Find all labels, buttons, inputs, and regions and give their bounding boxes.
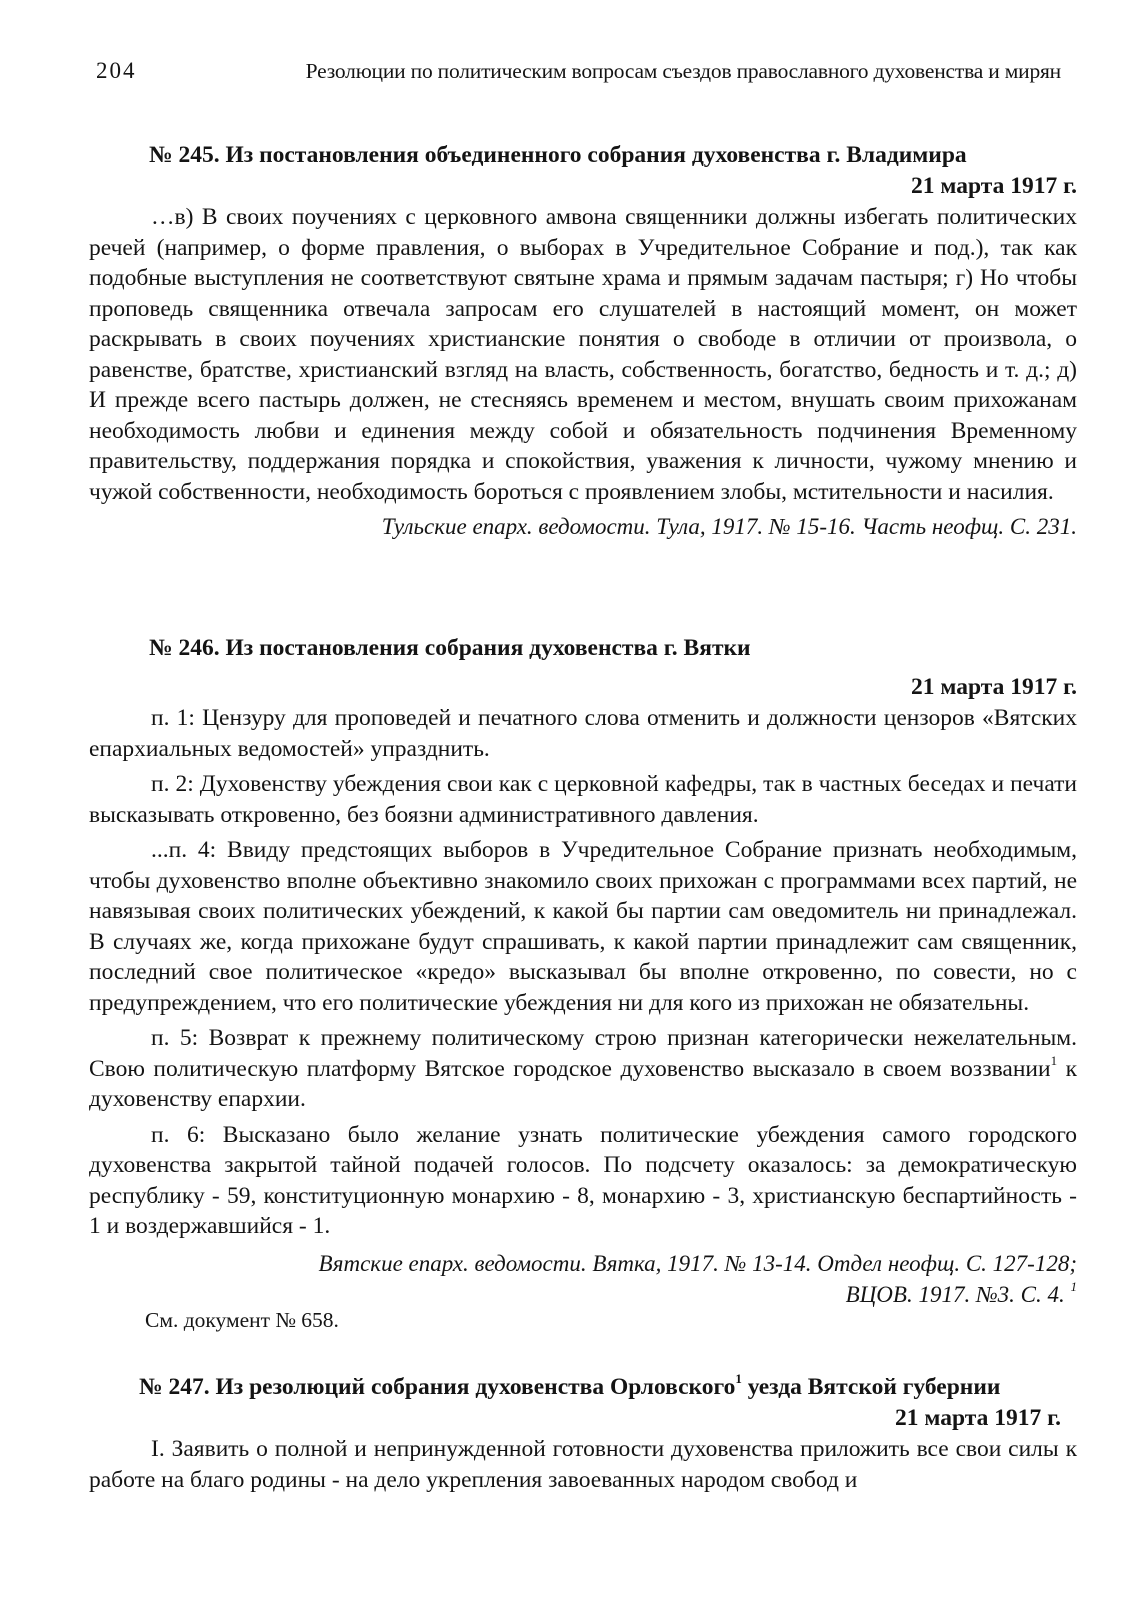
source-text: ВЦОВ. 1917. №3. С. 4.: [845, 1281, 1065, 1307]
paragraph: ...п. 4: Ввиду предстоящих выборов в Учредительное Собрание признать необходимым, чтобы духовенство вполне объективно знакомило своих прихожан с программами всех партий, не навязывая своих политических убеждений, к какой бы партии сам оведомитель ни принадлежал. В случаях же, когда прихожане будут спрашивать, к какой партии принадлежит сам священник, последний свое политическое «кредо» высказывал бы вполне откровенно, по совести, но с предупреждением, что его политические убеждения ни для кого из прихожан не обязательны.: [89, 837, 1077, 1016]
title-text: уезда Вятской губернии: [741, 1374, 1001, 1400]
paragraph: I. Заявить о полной и непринужденной готовности духовенства приложить все свои силы к работе на благо родины - на дело укрепления завоеванных народом свобод и: [89, 1436, 1077, 1493]
document-date: 21 марта 1917 г.: [895, 1405, 1061, 1431]
document-247: [89, 1372, 1077, 1495]
document-246: [89, 633, 1077, 1335]
footnote-mark: 1: [1050, 1052, 1058, 1068]
source-citation: Вятские епарх. ведомости. Вятка, 1917. № 13-14. Отдел неофщ. С. 127-128;: [318, 1250, 1077, 1276]
paragraph: п. 6: Высказано было желание узнать политические убеждения самого городского духовенства закрытой тайной подачей голосов. По подсчету оказалось: за демократическую республику - 59, конституционную монархию - 8, монархию - 3, христианскую беспартийность - 1 и воздержавшийся - 1.: [89, 1121, 1077, 1239]
document-date: 21 марта 1917 г.: [911, 674, 1077, 700]
paragraph: [89, 1023, 1077, 1115]
footnote-mark: 1: [735, 1371, 742, 1386]
document-title: [89, 1372, 1077, 1403]
document-245: [89, 140, 1077, 542]
document-date: 21 марта 1917 г.: [911, 173, 1077, 199]
paragraph: п. 1: Цензуру для проповедей и печатного слова отменить и должности цензоров «Вятских епархиальных ведомостей» упразднить.: [89, 705, 1077, 762]
title-text: № 247. Из резолюций собрания духовенства Орловского: [139, 1374, 736, 1400]
page-number: 204: [96, 58, 137, 83]
document-title: № 245. Из постановления объединенного собрания духовенства г. Владимира: [149, 142, 967, 168]
source-citation: Тульские епарх. ведомости. Тула, 1917. № 15-16. Часть неофщ. С. 231.: [381, 514, 1077, 539]
footnote-mark: 1: [1070, 1278, 1077, 1294]
paragraph-text: п. 5: Возврат к прежнему политическому строю признан категорически нежелательным. Свою политическую платформу Вятское городское духовенство высказало в своем воззвании: [89, 1025, 1077, 1082]
running-header: [96, 58, 1061, 84]
paragraph: п. 2: Духовенству убеждения свои как с церковной кафедры, так в частных беседах и печати высказывать откровенно, без боязни административного давления.: [89, 771, 1077, 828]
document-title: № 246. Из постановления собрания духовенства г. Вятки: [149, 635, 751, 661]
paragraph-text: к духовенству епархии.: [89, 1055, 1078, 1112]
paragraph: …в) В своих поучениях с церковного амвона священники должны избегать политических речей (например, о форме правления, о выборах в Учредительное Собрание и под.), так как подобные выступления не соответствуют святыне храма и прямым задачам пастыря; г) Но чтобы проповедь священника отвечала запросам его слушателей в настоящий момент, он может раскрывать в своих поучениях христианские понятия о свободе в отличии от произвола, о равенстве, братстве, христианский взгляд на власть, собственность, богатство, бедность и т. д.; д) И прежде всего пастырь должен, не стесняясь временем и местом, внушать своим прихожанам необходимость любви и единения между собой и обязательность подчинения Временному правительству, поддержания порядка и спокойствия, уважения к личности, чужому мнению и чужой собственности, необходимость бороться с проявлением злобы, мстительности и насилия.: [89, 204, 1077, 505]
running-title: Резолюции по политическим вопросам съездов православного духовенства и мирян: [305, 59, 1061, 83]
see-also-note: См. документ № 658.: [145, 1307, 339, 1332]
